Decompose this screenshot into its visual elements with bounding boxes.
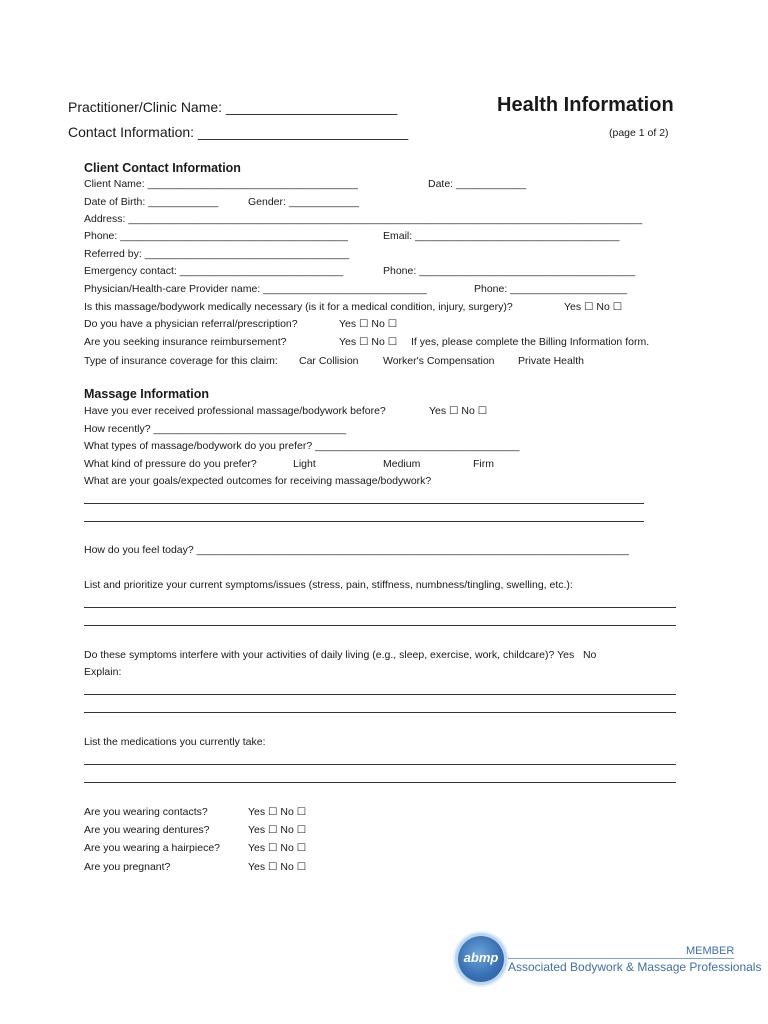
how-recently-field[interactable]: How recently? _________________________________ [84, 423, 347, 435]
client-name-field[interactable]: Client Name: ____________________________________ [84, 178, 358, 190]
dentures-question: Are you wearing dentures? [84, 824, 210, 836]
received-question: Have you ever received professional massage/bodywork before? [84, 405, 386, 417]
explain-line-2[interactable] [84, 712, 676, 713]
option-car-collision[interactable]: Car Collision [299, 355, 359, 367]
practitioner-field[interactable]: Practitioner/Clinic Name: ______________________ [68, 99, 398, 115]
association-name: Associated Bodywork & Massage Professionals [508, 960, 762, 974]
feel-today-field[interactable]: How do you feel today? __________________________________________________________________________ [84, 544, 629, 556]
physician-phone-field[interactable]: Phone: ____________________ [474, 283, 627, 295]
option-workers-comp[interactable]: Worker's Compensation [383, 355, 495, 367]
symptoms-line-1[interactable] [84, 607, 676, 608]
phone-field[interactable]: Phone: _______________________________________ [84, 230, 348, 242]
footer-divider [508, 958, 734, 959]
interfere-question: Do these symptoms interfere with your activities of daily living (e.g., sleep, exercise, work, childcare)? Yes No [84, 649, 597, 661]
symptoms-line-2[interactable] [84, 625, 676, 626]
physician-name-field[interactable]: Physician/Health-care Provider name: ____________________________ [84, 283, 427, 295]
received-checkboxes[interactable]: Yes ☐ No ☐ [429, 405, 488, 417]
types-preferred-field[interactable]: What types of massage/bodywork do you prefer? ___________________________________ [84, 440, 520, 452]
insurance-checkboxes[interactable]: Yes ☐ No ☐ [339, 336, 398, 348]
dob-field[interactable]: Date of Birth: ____________ [84, 196, 219, 208]
email-field[interactable]: Email: ___________________________________ [383, 230, 620, 242]
pregnant-question: Are you pregnant? [84, 861, 171, 873]
medically-necessary-question: Is this massage/bodywork medically necessary (is it for a medical condition, injury, surgery)? [84, 301, 513, 313]
pressure-medium[interactable]: Medium [383, 458, 421, 470]
hairpiece-question: Are you wearing a hairpiece? [84, 842, 220, 854]
contacts-question: Are you wearing contacts? [84, 806, 208, 818]
emergency-contact-field[interactable]: Emergency contact: ____________________________ [84, 265, 344, 277]
pregnant-checkboxes[interactable]: Yes ☐ No ☐ [248, 861, 307, 873]
option-private-health[interactable]: Private Health [518, 355, 584, 367]
goals-line-1[interactable] [84, 503, 644, 504]
explain-label: Explain: [84, 666, 122, 678]
medications-line-1[interactable] [84, 764, 676, 765]
massage-section-heading: Massage Information [84, 387, 210, 401]
emergency-phone-field[interactable]: Phone: _____________________________________ [383, 265, 636, 277]
contact-info-field[interactable]: Contact Information: ___________________________ [68, 124, 409, 140]
member-label: MEMBER [686, 945, 735, 957]
hairpiece-checkboxes[interactable]: Yes ☐ No ☐ [248, 842, 307, 854]
referral-question: Do you have a physician referral/prescription? [84, 318, 298, 330]
dentures-checkboxes[interactable]: Yes ☐ No ☐ [248, 824, 307, 836]
medications-question: List the medications you currently take: [84, 736, 266, 748]
pressure-light[interactable]: Light [293, 458, 316, 470]
symptoms-question: List and prioritize your current symptoms/issues (stress, pain, stiffness, numbness/tingling, swelling, etc.): [84, 579, 573, 591]
address-field[interactable]: Address: ________________________________________________________________________________________ [84, 213, 643, 225]
goals-question: What are your goals/expected outcomes for receiving massage/bodywork? [84, 475, 432, 487]
page-title: Health Information [497, 94, 674, 116]
referred-by-field[interactable]: Referred by: ___________________________________ [84, 248, 350, 260]
goals-line-2[interactable] [84, 521, 644, 522]
pressure-question: What kind of pressure do you prefer? [84, 458, 257, 470]
pressure-firm[interactable]: Firm [473, 458, 494, 470]
date-field[interactable]: Date: ____________ [428, 178, 527, 190]
contacts-checkboxes[interactable]: Yes ☐ No ☐ [248, 806, 307, 818]
referral-checkboxes[interactable]: Yes ☐ No ☐ [339, 318, 398, 330]
insurance-question: Are you seeking insurance reimbursement? [84, 336, 287, 348]
billing-note: If yes, please complete the Billing Information form. [411, 336, 650, 348]
medications-line-2[interactable] [84, 782, 676, 783]
client-section-heading: Client Contact Information [84, 161, 241, 175]
page-number: (page 1 of 2) [609, 127, 669, 139]
explain-line-1[interactable] [84, 694, 676, 695]
medically-necessary-checkboxes[interactable]: Yes ☐ No ☐ [564, 301, 623, 313]
insurance-type-question: Type of insurance coverage for this claim: [84, 355, 278, 367]
abmp-logo-text: abmp [463, 950, 499, 965]
gender-field[interactable]: Gender: ____________ [248, 196, 359, 208]
abmp-logo [458, 936, 504, 982]
